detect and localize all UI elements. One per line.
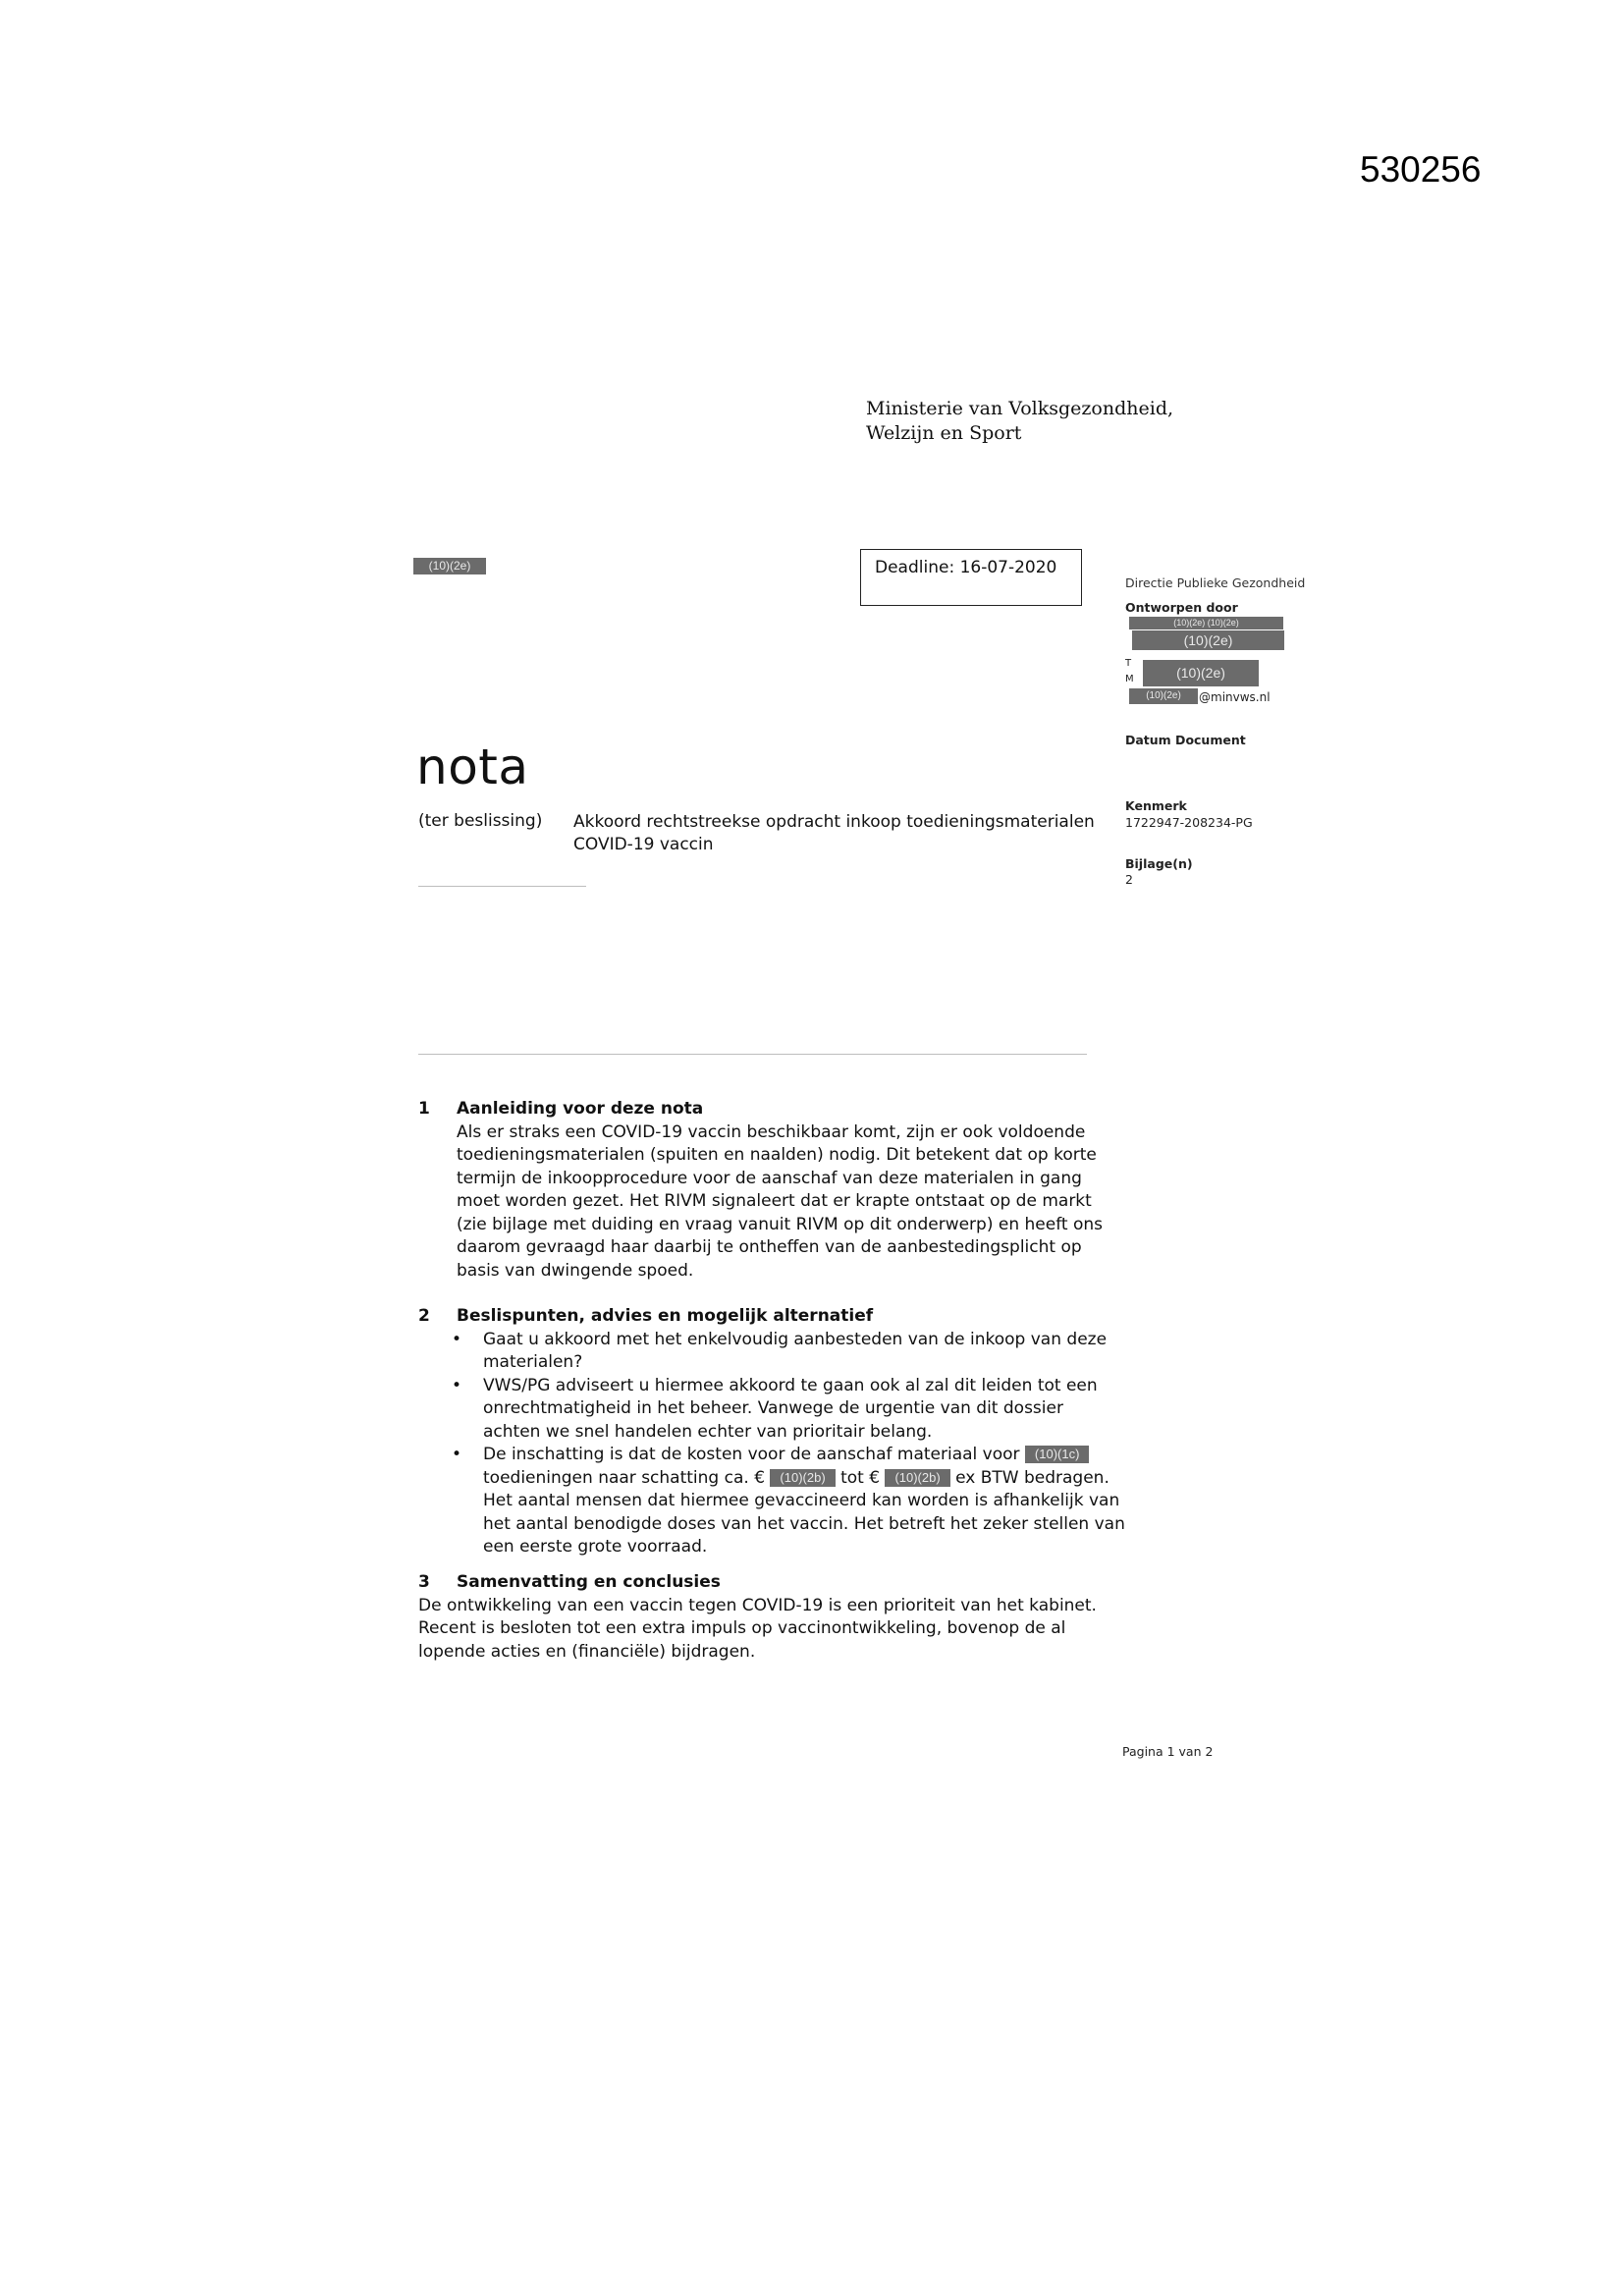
decision-point-1: • Gaat u akkoord met het enkelvoudig aanbesteden van de inkoop van deze materialen? (483, 1329, 1125, 1375)
short-divider (418, 886, 586, 887)
section-2-number: 2 (418, 1306, 430, 1326)
page-indicator: Pagina 1 van 2 (1122, 1744, 1214, 1759)
section-1-title: Aanleiding voor deze nota (457, 1099, 704, 1119)
deadline-box: Deadline: 16-07-2020 (860, 549, 1082, 606)
redaction-designer-small: (10)(2e) (10)(2e) (1129, 617, 1283, 629)
document-number: 530256 (1360, 149, 1482, 190)
decision-points-list (418, 1329, 1125, 1559)
decision-point-3-part-d: ex BTW bedragen. Het aantal mensen dat hiermee gevaccineerd kan worden is afhankelijk van het aantal benodigde doses van het vaccin. Het betreft het zeker stellen van een eerste grote voorraad. (483, 1467, 1125, 1557)
redaction-amount-high: (10)(2b) (885, 1469, 949, 1487)
section-1-body: Als er straks een COVID-19 vaccin beschikbaar komt, zijn er ook voldoende toedieningsmaterialen (spuiten en naalden) nodig. Dit betekent dat op korte termijn de inkoopprocedure voor de aanschaf van deze materialen in gang moet worden gezet. Het RIVM signaleert dat er krapte ontstaat op de markt (zie bijlage met duiding en vraag vanuit RIVM op dit onderwerp) en heeft ons daarom gevraagd haar daarbij te ontheffen van de aanbestedingsplicht op basis van dwingende spoed. (457, 1121, 1103, 1281)
attachments-label: Bijlage(n) (1125, 856, 1193, 871)
directorate-label: Directie Publieke Gezondheid (1125, 575, 1306, 590)
subject-label: (ter beslissing) (418, 811, 543, 831)
redaction-doses: (10)(1c) (1025, 1446, 1090, 1463)
email-suffix: @minvws.nl (1199, 690, 1271, 704)
section-1-number: 1 (418, 1099, 430, 1119)
attachments-value: 2 (1125, 872, 1133, 887)
subject-line-1: Akkoord rechtstreekse opdracht inkoop toedieningsmaterialen (573, 812, 1095, 832)
decision-point-2: • VWS/PG adviseert u hiermee akkoord te gaan ook al zal dit leiden tot een onrechtmatigheid in het beheer. Vanwege de urgentie van dit dossier achten we snel handelen echter van prioritair belang. (483, 1375, 1125, 1445)
section-1 (418, 1098, 1125, 1283)
section-2-title: Beslispunten, advies en mogelijk alternatief (457, 1306, 874, 1326)
date-label: Datum Document (1125, 733, 1246, 747)
decision-point-3-part-c: tot € (840, 1467, 881, 1488)
decision-point-3-part-b: toedieningen naar schatting ca. € (483, 1467, 766, 1488)
document-type-title: nota (416, 738, 529, 795)
phone-m-label: M (1125, 674, 1134, 684)
reference-label: Kenmerk (1125, 798, 1187, 813)
section-3-number: 3 (418, 1572, 430, 1592)
phone-t-label: T (1125, 658, 1132, 669)
section-2 (418, 1305, 1125, 1559)
section-1-heading (418, 1098, 1125, 1121)
ministry-line-2: Welzijn en Sport (866, 422, 1022, 444)
section-3-body: De ontwikkeling van een vaccin tegen COVID-19 is een prioriteit van het kabinet. Recent is besloten tot een extra impuls op vaccinontwikkeling, bovenop de al lopende acties en (financiële) bijdragen. (418, 1595, 1097, 1662)
section-3-heading (418, 1571, 1125, 1595)
subject (573, 811, 1104, 856)
reference-value: 1722947-208234-PG (1125, 815, 1253, 830)
subject-line-2: COVID-19 vaccin (573, 835, 714, 854)
ministry-logo-text (866, 397, 1173, 446)
decision-point-3-part-a: De inschatting is dat de kosten voor de aanschaf materiaal voor (483, 1445, 1020, 1464)
section-3 (418, 1571, 1125, 1664)
ministry-line-1: Ministerie van Volksgezondheid, (866, 398, 1174, 419)
redaction-designer-name: (10)(2e) (1132, 630, 1284, 650)
redaction-email-prefix: (10)(2e) (1129, 688, 1198, 704)
section-2-heading (418, 1305, 1125, 1329)
long-divider (418, 1054, 1087, 1055)
decision-point-3 (483, 1444, 1125, 1559)
designed-by-label: Ontworpen door (1125, 600, 1238, 615)
redaction-top-left: (10)(2e) (413, 558, 486, 574)
redaction-amount-low: (10)(2b) (770, 1469, 835, 1487)
section-3-title: Samenvatting en conclusies (457, 1572, 721, 1592)
redaction-phone: (10)(2e) (1143, 660, 1259, 686)
